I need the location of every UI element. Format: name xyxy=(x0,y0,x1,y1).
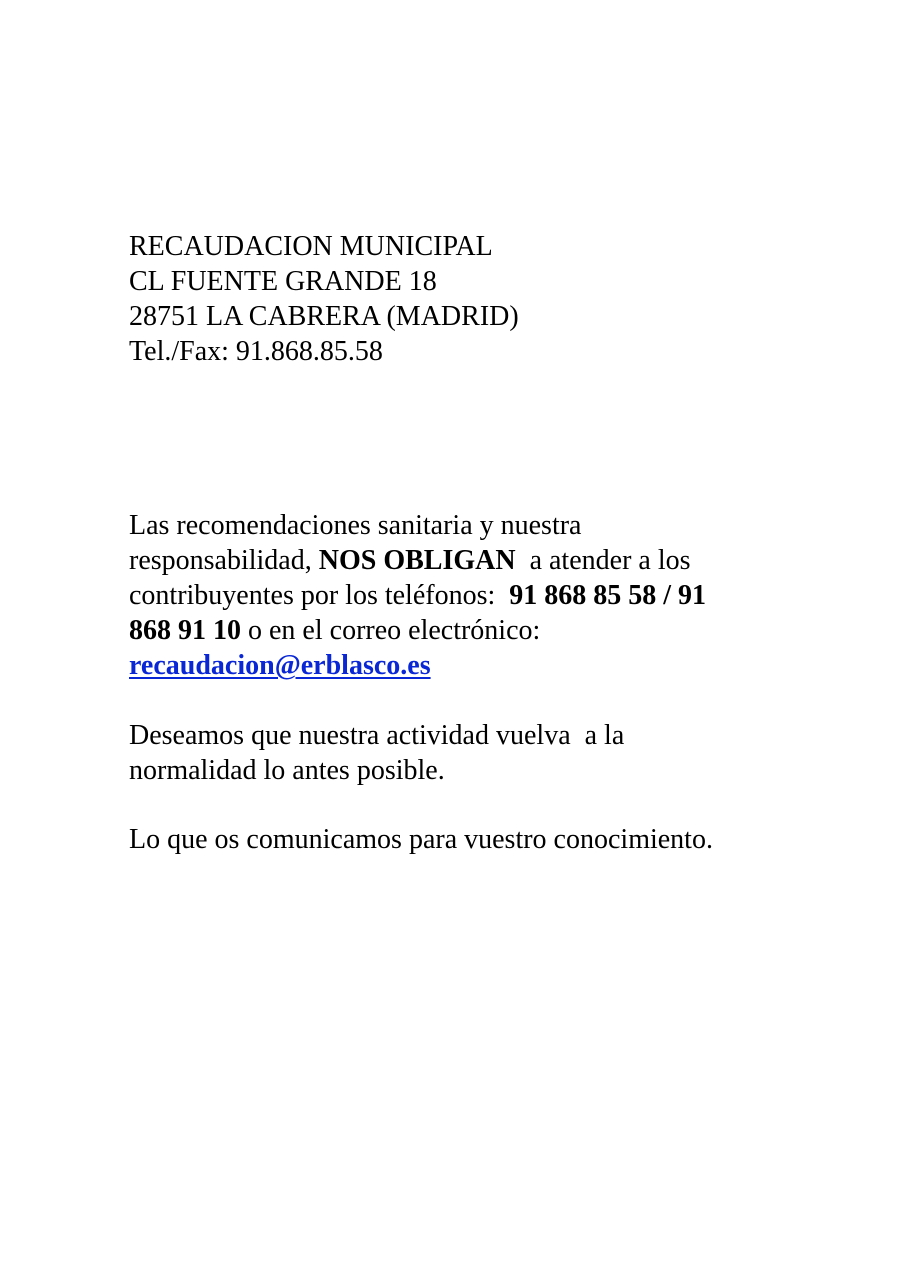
notice-line-2 xyxy=(129,543,809,578)
closing-line-2: normalidad lo antes posible. xyxy=(129,755,445,786)
notice-line-4 xyxy=(129,613,809,648)
notice-text: a atender a los xyxy=(515,545,691,576)
address-block xyxy=(129,229,519,369)
email-link[interactable]: recaudacion@erblasco.es xyxy=(129,650,431,681)
phone-numbers: 91 868 85 58 / 91 xyxy=(509,580,707,611)
notice-text: contribuyentes por los teléfonos: xyxy=(129,580,510,611)
phone-numbers-cont: 868 91 10 xyxy=(129,615,241,646)
notice-text: o en el correo electrónico: xyxy=(241,615,541,646)
notice-text: responsabilidad, xyxy=(129,545,319,576)
notice-paragraph xyxy=(129,508,809,683)
email-line xyxy=(129,648,809,683)
notice-line-1: Las recomendaciones sanitaria y nuestra xyxy=(129,510,582,541)
postal-city: 28751 LA CABRERA (MADRID) xyxy=(129,301,519,332)
street-address: CL FUENTE GRANDE 18 xyxy=(129,266,437,297)
phone-fax: Tel./Fax: 91.868.85.58 xyxy=(129,336,383,367)
obligation-emphasis: NOS OBLIGAN xyxy=(318,545,516,576)
closing-paragraph-1 xyxy=(129,718,624,788)
notice-line-3 xyxy=(129,578,809,613)
closing-paragraph-2: Lo que os comunicamos para vuestro conocimiento. xyxy=(129,824,713,855)
office-name: RECAUDACION MUNICIPAL xyxy=(129,231,493,262)
closing-line-1: Deseamos que nuestra actividad vuelva a la xyxy=(129,720,625,751)
